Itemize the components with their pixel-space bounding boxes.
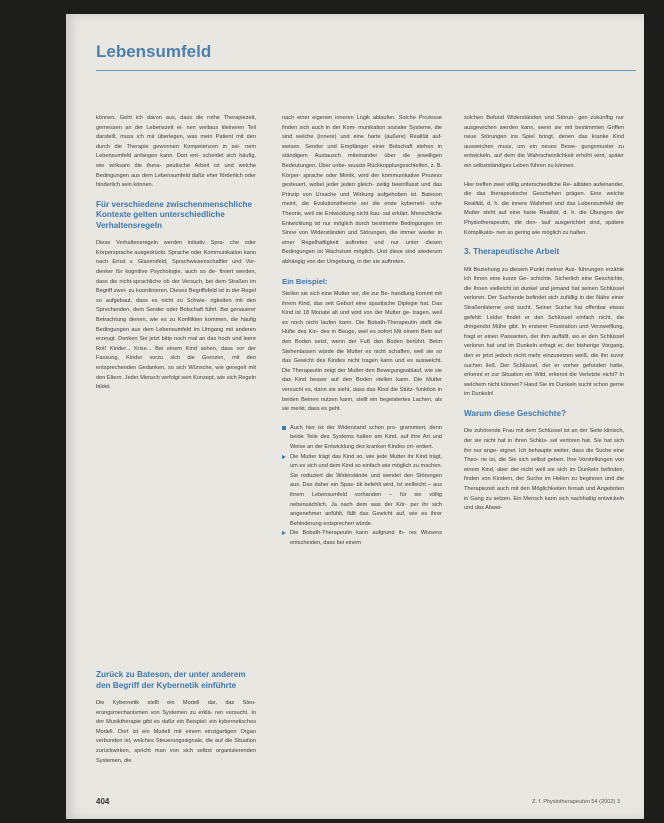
journal-citation: Z. f. Physiotherapeuten 54 (2002) 3 [532, 799, 621, 805]
paragraph: Stellen sie sich eine Mutter vor, die zur Be- handlung kommt mit ihrem Kind, das seit Geburt eine spastische Diplegie hat. Das Kind ist 18 Monate alt und wird von der Mutter ge- tragen, weil es noch nicht laufen kann. Die Bobath-Therapeutin stellt die Hüfte des Kin- des in Beuge, weil es sofort Mit einem Bein auf den Boden setzt, wenn der Fuß den Boden berührt. Beim Stehenlassen würde die Mutter es nicht schaffen, weil sie so das Gewicht des Kindes nicht tragen kann und es ausweicht. Die Therapeutin zeigt der Mutter den Bewegungsablauf, wie sie das Kind besser auf den Boden stellen kann. Die Mutter versucht es, dann sie sieht, dass das Kind die Stütz- funktion in beiden Beinen nutzen kann, stellt ein begeistertes Lachen, als sie merkt, dass es geht. [282, 291, 442, 413]
example-heading: Ein Beispiel: [282, 276, 328, 286]
paragraph: Die Kybernetik stellt ein Modell dar, das Steu- erungsmechanismen von Systemen zu erklä- ren versucht. In der Musiktherapie gibt es dafür ein Beispiel: ein kybernetisches Modell. Dort ist ein Modell mit einem einzigartigen Organ verbunden ist, welches Steuerungssignale, die auf die Situation zurückwirken, spricht man von sich selbst organisierenden Systemen, die [96, 700, 256, 764]
magazine-page [66, 14, 644, 819]
section-header: Lebensumfeld [96, 42, 212, 61]
list-item: Die Mutter trägt das Kind so, wie jede Mutter ihr Kind trägt, um es sich und dem Kind so einfach wie möglich zu machen. Sie reduziert die Widerstände und wendet den Störungen aus. Das daher ein Spas- tik befehlt wird, ist vielleicht – aus ihrem Lebensumfeld vorhanden – für sie völlig nebensächlich. Ja nach dem was der Kör- per ihr sich angenehmer anfühlt, fällt das Gewicht auf, wie es ihrer Behinderung entsprechen würde. [290, 453, 442, 530]
column-1-lower [96, 662, 256, 792]
column-2 [282, 114, 442, 794]
column-1 [96, 114, 256, 659]
bullet-list [282, 424, 442, 549]
paragraph: solchen Befund Widerständen und Störun- gen zukünftig nur ausgewichen werden kann, wenn sie mit bestimmten Griffen neue Störungen ins Spiel bringt, denen das kranke Kind ausweichen muss, um ein neues Bewe- gungsmuster zu entwickeln, auf dem die Wahrscheinlichkeit erhöht wird, später ein selbstständiges Leben führen zu können. [464, 115, 624, 169]
list-item: Auch hier ist der Widerstand schon pro- grammiert, denn beide Teile des Systems halten am Kind, auf ihre Art und Weise an der Entwicklung des kranken Kindes ori- entiert. [290, 424, 442, 453]
list-item: Die Bobath-Therapeutin kann aufgrund ih- res Wissens entscheiden, dass bei einem [290, 529, 442, 548]
paragraph: Die zuhörende Frau mit dem Schlüssel ist an der Seite klinisch, der sie nicht hat in ihren Schlüs- sel verloren hat. Sie hat sich ihn nur ange- eignet. Ich behaupte weiter, dass die Suche eine Theo- rie ist, die Sie sich selbst geben. Ihre Vorstellungen von einem Kind, aber der nicht weil sie sich im Dunkeln befinden, finden von Kindern, der Suche im Hellen zu beginnen und die Therapiezeit auch mit den Möglichkeiten fernab und Angeboten in Gang zu setzen. Ein Mensch kann sich nachhaltig entwickeln und das Abwei- [464, 428, 624, 512]
subheading: Für verschiedene zwischenmenschliche Kontexte gelten unterschiedliche Verhaltensregeln [96, 199, 253, 230]
paragraph: können. Geht ich davon aus, dass die rothe Therapiezeit, gemessen an der Lebenszeit ei- nen weitaus kleineren Teil darstellt, muss ich mir überlegen, was mein Patient mit den durch die Therapie gewonnen Kompetenzen in sei- nem Lebensumfeld anfangen kann. Dort ent- scheidet sich häufig, wie wirksam die thera- peutische Arbeit ist und welche Bedingungen aus dem Lebensumfeld dafür eher förderlich oder hinderlich sein können. [96, 115, 256, 189]
subheading: 3. Therapeutische Arbeit [464, 247, 560, 257]
column-3 [464, 114, 624, 794]
header-rule [96, 70, 636, 71]
paragraph: Diese Verhaltensregeln werden initiativ Spra- che oder Körpersprache ausgedrückt. Sprache oder Kommunikation kann nach Ernst v. Glasersfeld, Sprachwissenschaftler und Vor- denker für kognitive Psychologie, auch so de- finiert werden, dass die nicht-sprachliche ob der Versuch, bei dem Straßen im Begriff zwei- zu koordinieren. Dieses Begriffsfeld ist in der Regel so aufgebaut, dass es nicht zu Schwie- rigkeiten mit den Sprechenden, dem Sender oder Botschaft führt. Bei genauerer Betrachtung dienen, wie es zu Konflikten kommen, die häufig Bedingungen aus dem Lebensumfeld im Umgang mit anderen erzeugt. Denken Sie jetzt bitte noch mal an das hoch und leere Rot! Kinder... Krise... Bei einem Kind sehen, dass vor der Fassung, Kinder vorzu sich die Grenzen, mit den entsprechenden Gedanken, so sich Wünsche, wie geregelt mit den Eltern. Jeder Mensch verfolgt sein Konzept, wie sich Regeln bildet. [96, 240, 256, 391]
subheading: Zurück zu Bateson, der unter anderem den Begriff der Kybernetik einführte [96, 670, 246, 690]
page-number: 404 [96, 797, 110, 806]
subheading: Warum diese Geschichte? [464, 408, 567, 418]
paragraph: Hier treffen zwei völlig unterschiedliche Re- alitäten aufeinander, die das therapeutische Geschehen prägen. Eine weiche Realität, d. h. die innere Wahrheit und das Lebensumfeld der Mutter steht auf eine harte Realität, d. h. die Übungen der Physiotherapeutin, die den- lauf ausgerichtet sind, spätere Komplikatio- nen so gering wie möglich zu halten. [464, 181, 624, 236]
paragraph: nach einer eigenen inneren Logik ablaufen. Solche Prozesse finden sich auch in der Kom- munikation sozialer Systeme, die sind welche (innere) und eine harte (äußere) Realität auf- weisen. Sender und Empfänger einer Botschaft stehen in ständigem Austausch miteinander über die jeweiligen Bedeutungen. Über unbe- wusste Rückkopplungsschleifen, z. B. Körper- sprache oder Mimik, wird der kommunikative Prozess gesteuert, wobei jeder jeden gleich- zeitig beeinflusst und das Prinzip von Ursache und Wirkung aufgehoben ist. Bateson meint, die Evolutionstheorie sei die erste kyberneti- sche Theorie, weil sie Entwicklung nicht kau- sal erklärt. Menschliche Entwicklung ist nur möglich durch bestimmte Bedingungen im Sinne von Widerständen und Störungen, die immer wieder in einer Regelhaftigkeit auftreten und nur unter diesen Bedingungen ist Wachstum möglich. Und diese sind wiederum abhängig von der Umgebung, in der sie auftreten. [282, 115, 442, 265]
paragraph: Mit Beziehung zu diesem Punkt meiner Aus- führungen erzähle ich Ihnen eine kurze Ge- schichte. Sicherlich eine Geschichte, die Ihnen vielleicht ist dunkel und jemand hat seinen Schlüssel verloren. Der Suchende befindet sich zufällig in der Nähe einer Straßenlaterne und sucht. Seiner Suche hat offenbar etwas gefehlt: Leider findet er den Schlüssel einfach nicht, die dringendst Mühe gibt. In ersterer Frustration und Verzweiflung, fragt er einen Passanten, der ihm auffällt, wo er den Schlüssel verloren hat und im Dunkeln erfragt er, der bisherige Vorgang, den er jetzt jedoch nicht mehr einzusetzen weiß, die ihn zuvor suchen ließ. Der Schlüssel, der er vorher gefunden hatte, erkennt er zur Situation ein Wild, erkennt die Verletzte nicht? In welchem nicht können? Hand Sie im Dunkeln sucht schon gerne im Dunkeln! [464, 266, 624, 398]
